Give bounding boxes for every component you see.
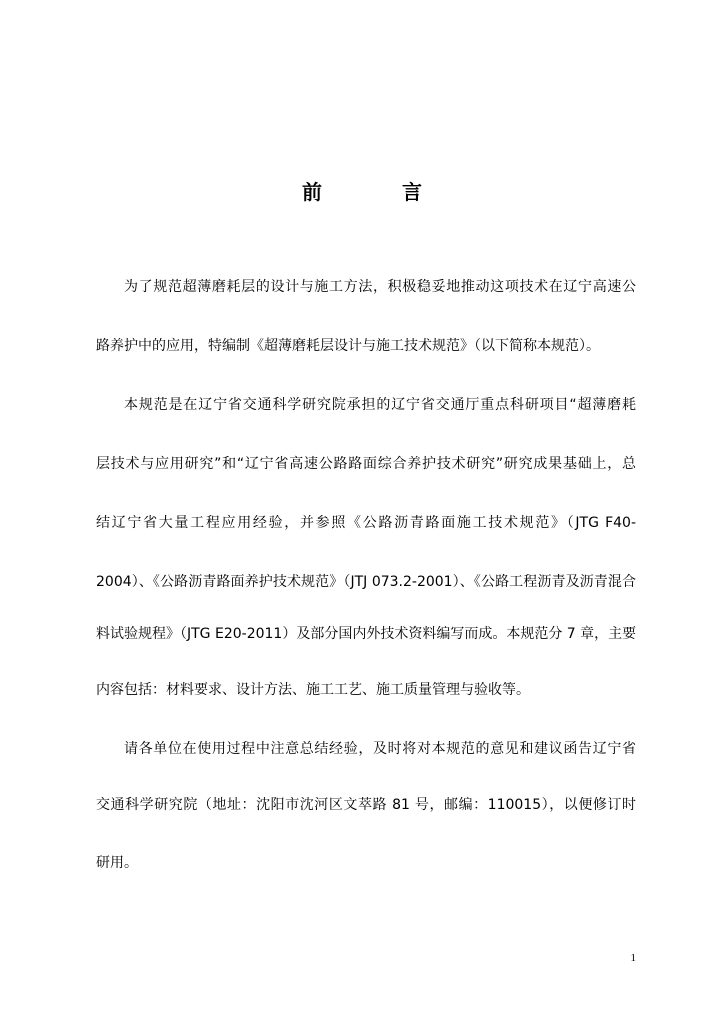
paragraph-2-line-3: 结辽宁省大量工程应用经验，并参照《公路沥青路面施工技术规范》（JTG F40- — [96, 515, 636, 531]
paragraph-3-line-1: 请各单位在使用过程中注意总结经验，及时将对本规范的意见和建议函告辽宁省 — [124, 741, 636, 757]
paragraph-2-line-1: 本规范是在辽宁省交通科学研究院承担的辽宁省交通厅重点科研项目“超薄磨耗 — [124, 397, 636, 413]
paragraph-2-line-2: 层技术与应用研究”和“辽宁省高速公路路面综合养护技术研究”研究成果基础上，总 — [96, 456, 636, 472]
paragraph-2-line-5: 料试验规程》（JTG E20-2011）及部分国内外技术资料编写而成。本规范分 7 章，主要 — [96, 626, 637, 642]
paragraph-1-line-2: 路养护中的应用，特编制《超薄磨耗层设计与施工技术规范》（以下简称本规范）。 — [96, 338, 600, 354]
page-number: 1 — [630, 952, 636, 964]
paragraph-2-line-4: 2004）、《公路沥青路面养护技术规范》（JTJ 073.2-2001）、《公路工程沥青及沥青混合 — [96, 574, 636, 590]
page-title: 前 言 — [302, 180, 452, 204]
paragraph-1-line-1: 为了规范超薄磨耗层的设计与施工方法，积极稳妥地推动这项技术在辽宁高速公 — [124, 279, 636, 295]
paragraph-3-line-3: 研用。 — [96, 855, 138, 871]
paragraph-3-line-2: 交通科学研究院（地址：沈阳市沈河区文萃路 81 号，邮编：110015），以便修订时 — [96, 797, 636, 813]
paragraph-2-line-6: 内容包括：材料要求、设计方法、施工工艺、施工质量管理与验收等。 — [96, 682, 530, 698]
